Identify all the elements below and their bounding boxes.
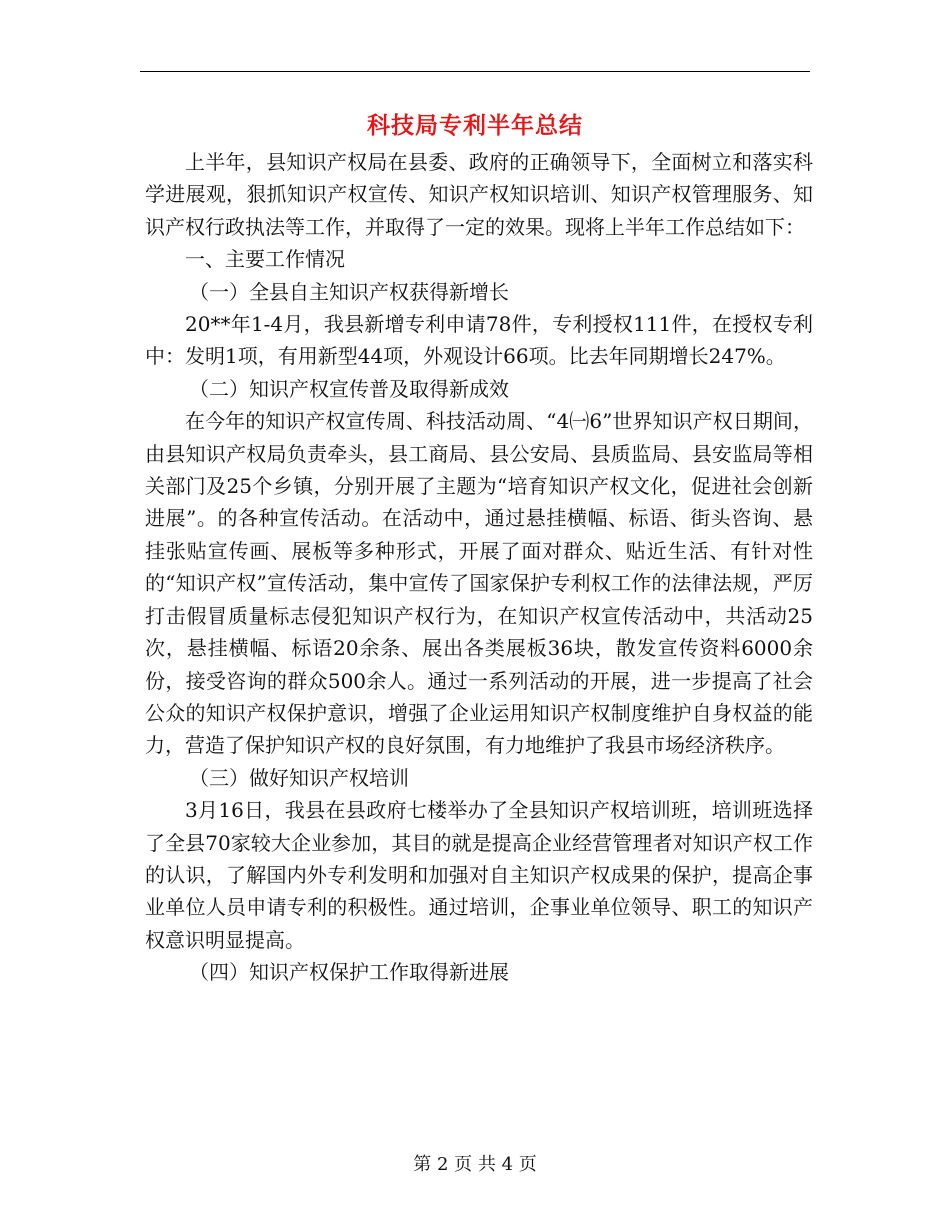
- training-paragraph: 3月16日，我县在县政府七楼举办了全县知识产权培训班，培训班选择了全县70家较大企业参加，其目的就是提高企业经营管理者对知识产权工作的认识，了解国内外专利发明和加强对自主知识产权成果的保护，提高企事业单位人员申请专利的积极性。通过培训，企事业单位领导、职工的知识产权意识明显提高。: [145, 798, 813, 952]
- document-body: [145, 146, 813, 989]
- section-heading-main-work: 一、主要工作情况: [185, 247, 345, 272]
- header-rule: [140, 71, 810, 72]
- subsection-heading-4: （四）知识产权保护工作取得新进展: [189, 960, 509, 985]
- subsection-heading-1: （一）全县自主知识产权获得新增长: [189, 279, 509, 304]
- subsection-heading-2: （二）知识产权宣传普及取得新成效: [189, 376, 509, 401]
- patent-stats-paragraph: 20**年1-4月，我县新增专利申请78件，专利授权111件，在授权专利中：发明1项，有用新型44项，外观设计66项。比去年同期增长247%。: [145, 312, 813, 369]
- subsection-heading-3: （三）做好知识产权培训: [189, 765, 409, 790]
- page-number-footer: 第 2 页 共 4 页: [413, 1154, 537, 1175]
- intro-paragraph: 上半年，县知识产权局在县委、政府的正确领导下，全面树立和落实科学进展观，狠抓知识产权宣传、知识产权知识培训、知识产权管理服务、知识产权行政执法等工作，并取得了一定的效果。现将上半年工作总结如下：: [145, 150, 813, 239]
- publicity-paragraph: 在今年的知识产权宣传周、科技活动周、“4㈠6”世界知识产权日期间，由县知识产权局负责牵头，县工商局、县公安局、县质监局、县安监局等相关部门及25个乡镇，分别开展了主题为“培育知识产权文化，促进社会创新进展”。的各种宣传活动。在活动中，通过悬挂横幅、标语、街头咨询、悬挂张贴宣传画、展板等多种形式，开展了面对群众、贴近生活、有针对性的“知识产权”宣传活动，集中宣传了国家保护专利权工作的法律法规，严厉打击假冒质量标志侵犯知识产权行为，在知识产权宣传活动中，共活动25次，悬挂横幅、标语20余条、展出各类展板36块，散发宣传资料6000余份，接受咨询的群众500余人。通过一系列活动的开展，进一步提高了社会公众的知识产权保护意识，增强了企业运用知识产权制度维护自身权益的能力，营造了保护知识产权的良好氛围，有力地维护了我县市场经济秩序。: [145, 409, 813, 758]
- document-title: 科技局专利半年总结: [367, 112, 583, 139]
